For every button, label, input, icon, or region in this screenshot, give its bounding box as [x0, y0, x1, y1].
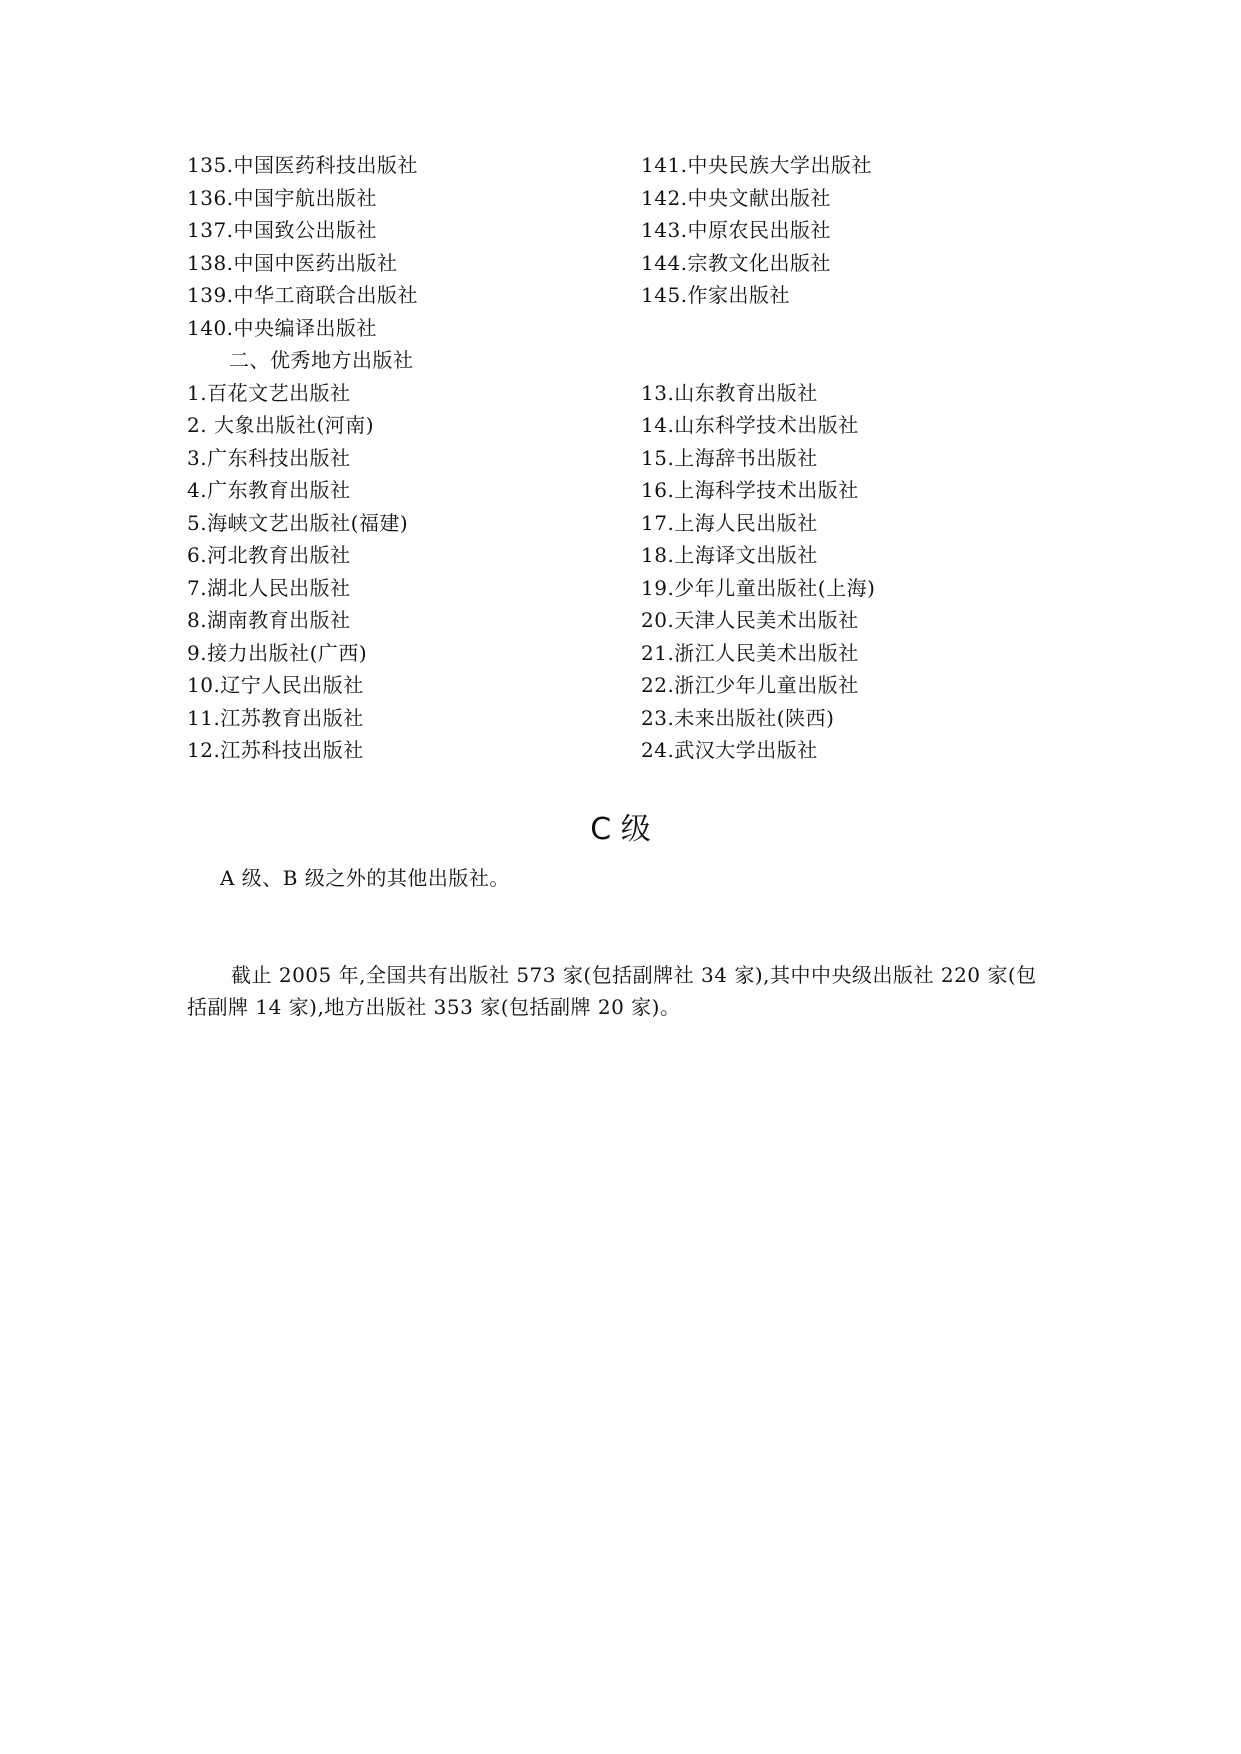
list-item: 19.少年儿童出版社(上海) — [641, 576, 876, 600]
list-item: 140.中央编译出版社 — [187, 316, 378, 340]
list-item: 1.百花文艺出版社 — [187, 381, 351, 405]
list-item: 138.中国中医药出版社 — [187, 251, 398, 275]
list-item: 7.湖北人民出版社 — [187, 576, 351, 600]
list-item: 144.宗教文化出版社 — [641, 251, 832, 275]
list-item: 6.河北教育出版社 — [187, 543, 351, 567]
list-item: 18.上海译文出版社 — [641, 543, 818, 567]
list-item: 5.海峡文艺出版社(福建) — [187, 511, 409, 535]
list-item: 22.浙江少年儿童出版社 — [641, 673, 859, 697]
list-item: 10.辽宁人民出版社 — [187, 673, 364, 697]
list-item: 13.山东教育出版社 — [641, 381, 818, 405]
list-item: 16.上海科学技术出版社 — [641, 478, 859, 502]
list-item: 11.江苏教育出版社 — [187, 706, 364, 730]
summary-paragraph: 截止 2005 年,全国共有出版社 573 家(包括副牌社 34 家),其中中央级出版社 220 家(包括副牌 14 家),地方出版社 353 家(包括副牌 20 家)。 — [187, 963, 1037, 1019]
c-level-description: A 级、B 级之外的其他出版社。 — [220, 866, 510, 890]
list-item: 20.天津人民美术出版社 — [641, 608, 859, 632]
list-item: 145.作家出版社 — [641, 283, 791, 307]
c-level-heading: C 级 — [590, 812, 651, 847]
list-item: 24.武汉大学出版社 — [641, 738, 818, 762]
list-item: 9.接力出版社(广西) — [187, 641, 368, 665]
list-item: 136.中国宇航出版社 — [187, 186, 378, 210]
list-item: 8.湖南教育出版社 — [187, 608, 351, 632]
list-item: 23.未来出版社(陕西) — [641, 706, 835, 730]
section-title: 二、优秀地方出版社 — [229, 348, 414, 372]
list-item: 137.中国致公出版社 — [187, 218, 378, 242]
list-item: 21.浙江人民美术出版社 — [641, 641, 859, 665]
list-item: 15.上海辞书出版社 — [641, 446, 818, 470]
list-item: 4.广东教育出版社 — [187, 478, 351, 502]
list-item: 139.中华工商联合出版社 — [187, 283, 419, 307]
list-item: 143.中原农民出版社 — [641, 218, 832, 242]
list-item: 141.中央民族大学出版社 — [641, 153, 873, 177]
list-item: 14.山东科学技术出版社 — [641, 413, 859, 437]
list-item: 3.广东科技出版社 — [187, 446, 351, 470]
list-item: 142.中央文献出版社 — [641, 186, 832, 210]
list-item: 17.上海人民出版社 — [641, 511, 818, 535]
list-item: 135.中国医药科技出版社 — [187, 153, 419, 177]
list-item: 2. 大象出版社(河南) — [187, 413, 375, 437]
list-item: 12.江苏科技出版社 — [187, 738, 364, 762]
